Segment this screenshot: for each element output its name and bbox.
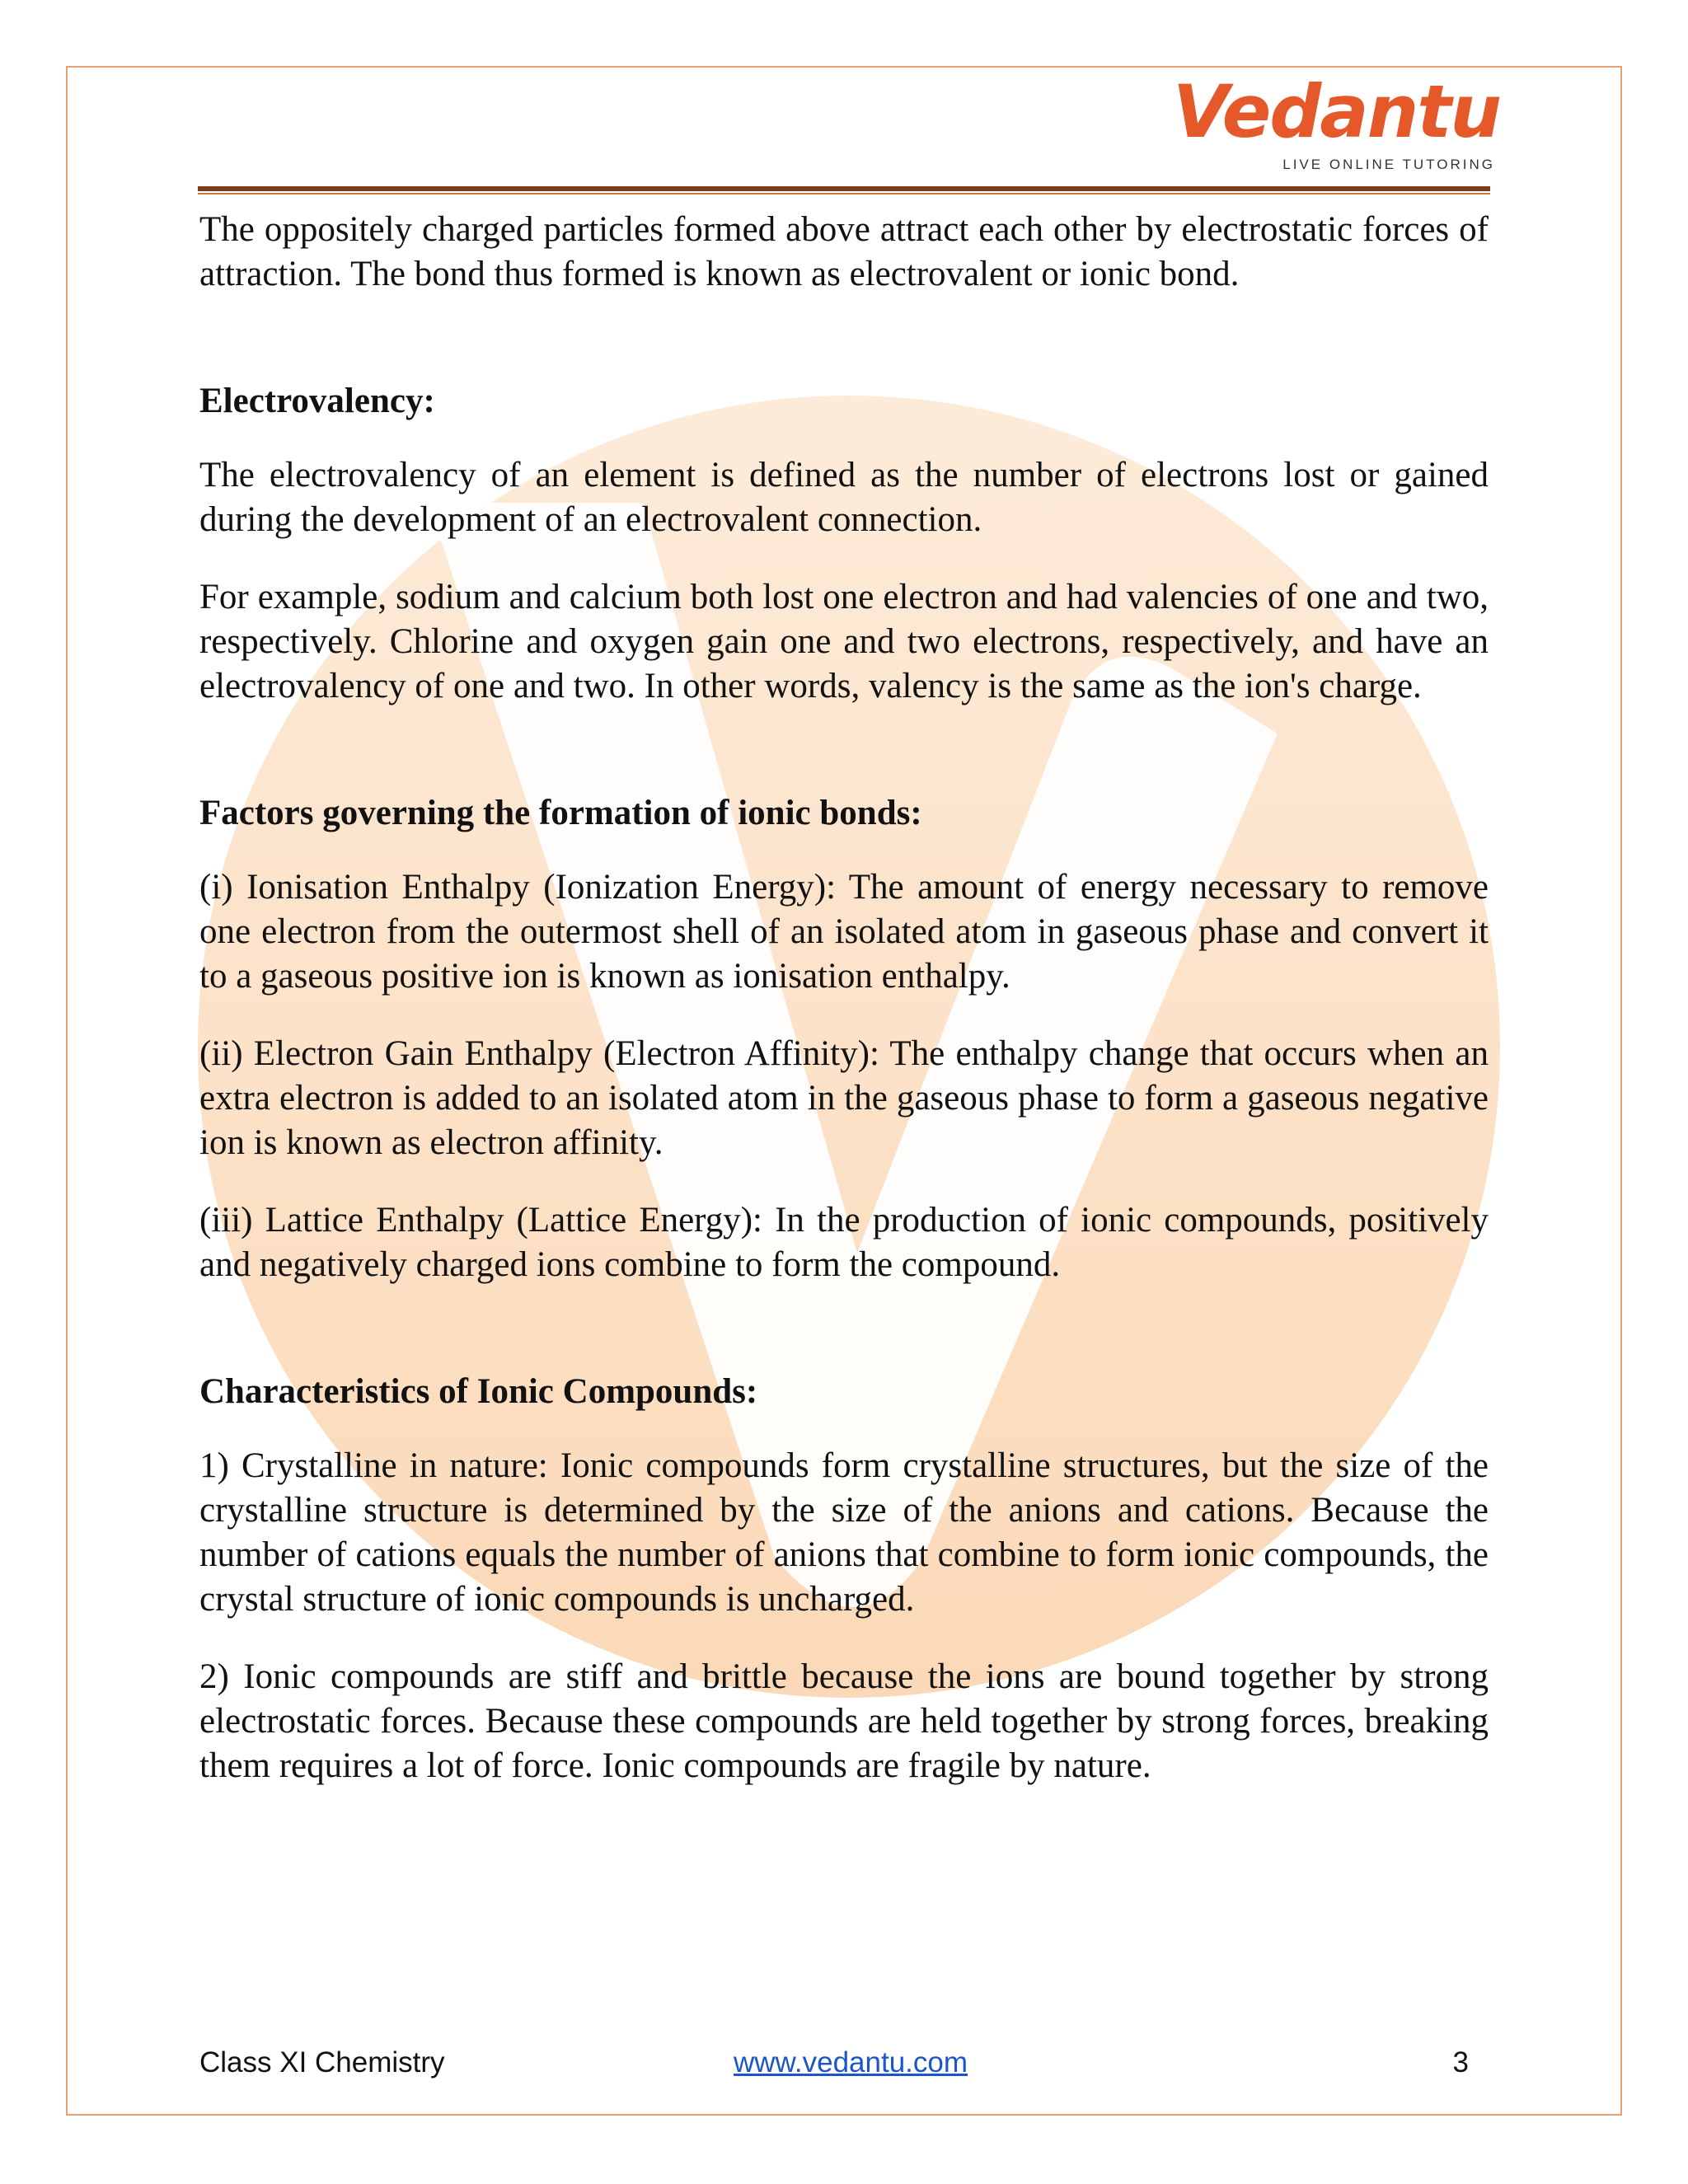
footer-website-link[interactable]: www.vedantu.com xyxy=(734,2046,968,2079)
characteristic-item: 1) Crystalline in nature: Ionic compounds form crystalline structures, but the size of the crystalline structure is determined by the size of the anions and cations. Because the number of cations equals the number of anions that combine to form ionic compounds, the crystal structure of ionic compounds is uncharged. xyxy=(199,1446,1489,1619)
vedantu-logo xyxy=(1172,69,1500,183)
factor-item: (i) Ionisation Enthalpy (Ionization Energy): The amount of energy necessary to remove one electron from the outermost shell of an isolated atom in gaseous phase and convert it to a gaseous positive ion is known as ionisation enthalpy. xyxy=(199,868,1489,996)
electrovalency-definition: The electrovalency of an element is defined as the number of electrons lost or gained during the development of an electrovalent connection. xyxy=(199,456,1489,539)
logo-wordmark: Vedantu xyxy=(1172,69,1500,154)
header-divider xyxy=(198,186,1490,194)
electrovalency-example: For example, sodium and calcium both lost one electron and had valencies of one and two, respectively. Chlorine and oxygen gain one and two electrons, respectively, and have an electrovalency of one and two. In other words, valency is the same as the ion's charge. xyxy=(199,578,1489,705)
logo-tagline: LIVE ONLINE TUTORING xyxy=(1282,157,1495,172)
electrovalency-heading: Electrovalency: xyxy=(199,382,435,420)
factor-item: (iii) Lattice Enthalpy (Lattice Energy): In the production of ionic compounds, positively and negatively charged ions combine to form the compound. xyxy=(199,1201,1489,1284)
page-content xyxy=(199,208,1489,1788)
footer-class-label: Class XI Chemistry xyxy=(199,2046,445,2079)
factors-heading: Factors governing the formation of ionic bonds: xyxy=(199,794,922,832)
characteristics-heading: Characteristics of Ionic Compounds: xyxy=(199,1372,758,1411)
factor-item: (ii) Electron Gain Enthalpy (Electron Affinity): The enthalpy change that occurs when an extra electron is added to an isolated atom in the gaseous phase to form a gaseous negative ion is known as electron affinity. xyxy=(199,1034,1489,1162)
intro-paragraph: The oppositely charged particles formed above attract each other by electrostatic forces of attraction. The bond thus formed is known as electrovalent or ionic bond. xyxy=(199,210,1489,293)
page-number: 3 xyxy=(1452,2046,1469,2079)
characteristic-item: 2) Ionic compounds are stiff and brittle because the ions are bound together by strong electrostatic forces. Because these compounds are held together by strong forces, breaking them requires a lot of force. Ionic compounds are fragile by nature. xyxy=(199,1657,1489,1785)
page-footer xyxy=(199,2042,1469,2083)
